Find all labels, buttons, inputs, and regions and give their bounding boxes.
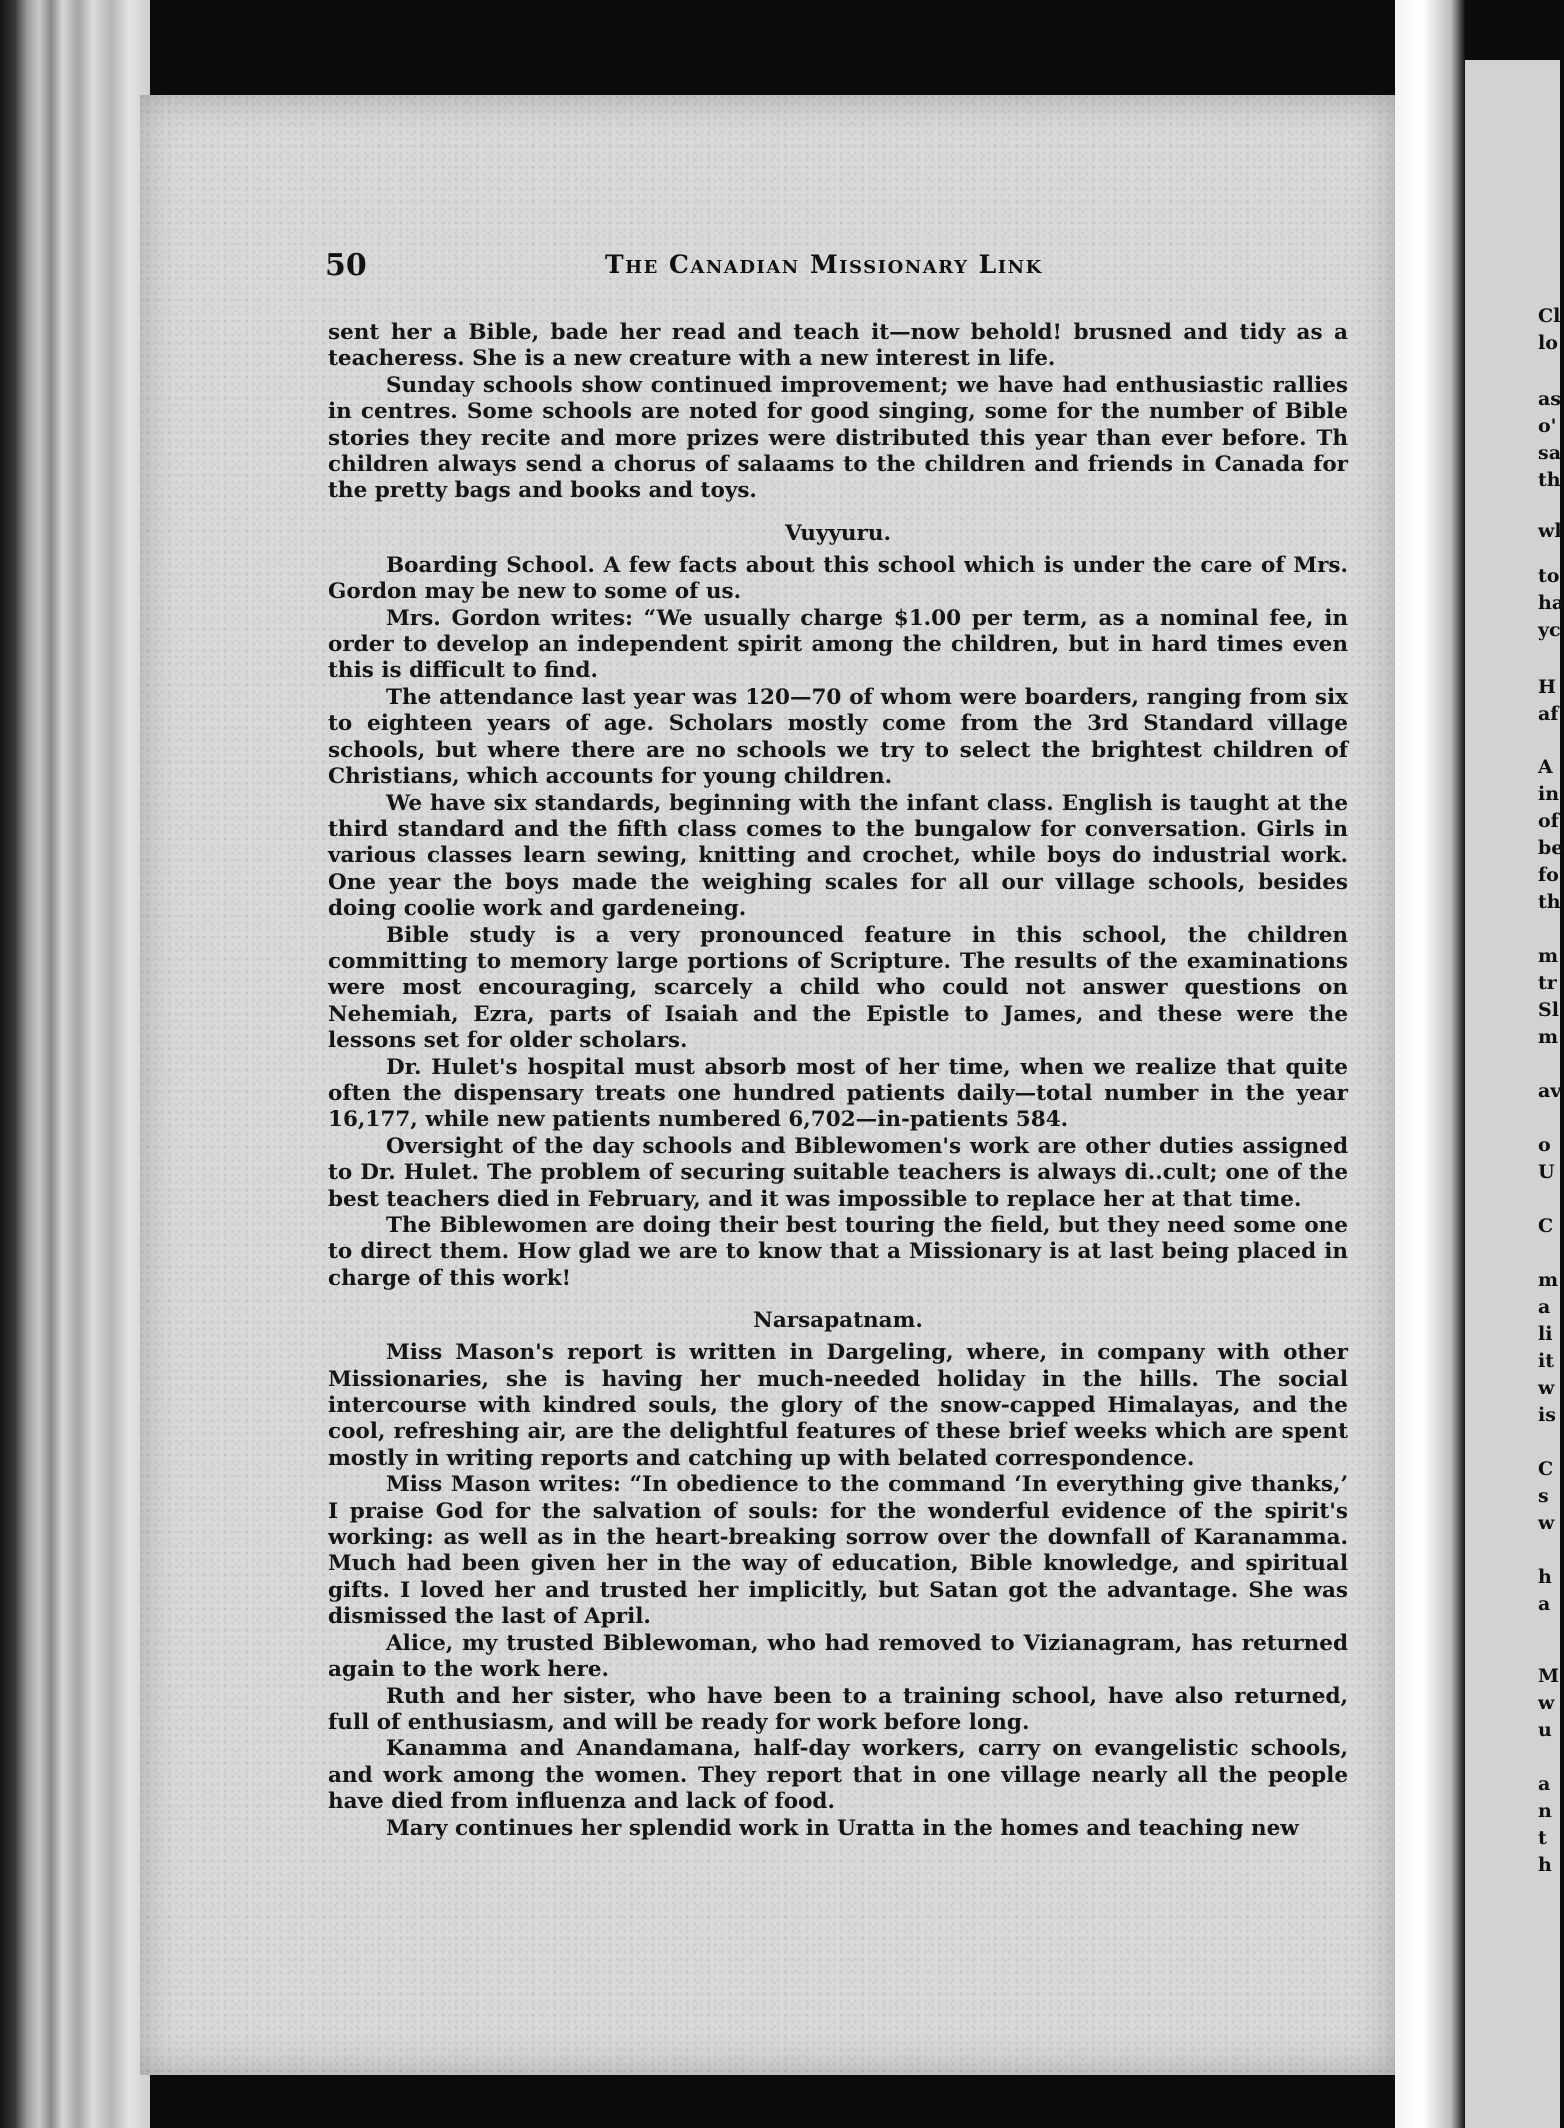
next-page-fragment: o' <box>1538 415 1557 437</box>
next-page-fragment: fo <box>1538 864 1559 886</box>
paragraph: sent her a Bible, bade her read and teach it—now behold! brusned and tidy as a teacheress. She is a new creature with a new interest in life. <box>328 320 1348 372</box>
paragraph: Ruth and her sister, who have been to a training school, have also returned, full of enthusiasm, and will be ready for work before long. <box>328 1683 1348 1735</box>
next-page-fragment: U <box>1538 1161 1555 1183</box>
next-page-fragment: tr <box>1538 972 1557 994</box>
next-page-fragment: h <box>1538 1854 1552 1876</box>
paragraph: Kanamma and Anandamana, half-day workers, carry on evangelistic schools, and work among the women. They report that in one village nearly all the people have died from influenza and lack of food. <box>328 1736 1348 1815</box>
paragraph: Miss Mason's report is written in Dargeling, where, in company with other Missionaries, she is having her much-needed holiday in the hills. The social intercourse with kindred souls, the glory of the snow-capped Himalayas, and the cool, refreshing air, are the delightful features of these brief weeks which are spent mostly in writing reports and catching up with belated correspondence. <box>328 1340 1348 1471</box>
next-page-fragment: is <box>1538 1404 1556 1426</box>
next-page-fragment: th <box>1538 891 1561 913</box>
next-page-fragment: a <box>1538 1773 1551 1795</box>
next-page-fragment: av <box>1538 1080 1562 1102</box>
paragraph: Alice, my trusted Biblewoman, who had removed to Vizianagram, has returned again to the work here. <box>328 1630 1348 1683</box>
next-page-fragment: w <box>1538 1692 1555 1714</box>
next-page-fragment: M <box>1538 1665 1560 1687</box>
paragraph: Bible study is a very pronounced feature in this school, the children committing to memory large portions of Scripture. The results of the examinations were most encouraging, scarcely a child who could not answer questions on Nehemiah, Ezra, parts of Isaiah and the Epistle to James, and these were the lessons set for older scholars. <box>328 922 1348 1054</box>
next-page-fragment: Cl <box>1538 305 1561 327</box>
next-page-fragment: ha <box>1538 592 1564 614</box>
next-page-fragment: lo <box>1538 332 1558 354</box>
book-gutter <box>1395 0 1465 2128</box>
paragraph: Boarding School. A few facts about this school which is under the care of Mrs. Gordon may be new to some of us. <box>328 552 1348 605</box>
next-page-fragment: w <box>1538 1377 1555 1399</box>
next-page-fragment: H <box>1538 676 1556 698</box>
next-page-fragment: in <box>1538 783 1560 805</box>
next-page-fragment: C <box>1538 1215 1554 1237</box>
next-page-fragment: yc <box>1538 619 1561 641</box>
next-page-fragment: th <box>1538 469 1561 491</box>
paragraph: Dr. Hulet's hospital must absorb most of her time, when we realize that quite often the dispensary treats one hundred patients daily—total number in the year 16,177, while new patients numbered 6,702—in-patients 584. <box>328 1054 1348 1133</box>
section-heading: Vuyyuru. <box>785 520 891 546</box>
next-page-fragment: o <box>1538 1134 1551 1156</box>
paragraph: Oversight of the day schools and Biblewomen's work are other duties assigned to Dr. Hulet. The problem of securing suitable teachers is always di..cult; one of the best teachers died in February, and it was impossible to replace her at that time. <box>328 1133 1348 1212</box>
next-page-fragment: Sl <box>1538 999 1559 1021</box>
next-page-fragment: of <box>1538 810 1559 832</box>
paragraph: Mary continues her splendid work in Uratta in the homes and teaching new <box>386 1815 1299 1841</box>
next-page-fragment: u <box>1538 1719 1552 1741</box>
paragraph: The Biblewomen are doing their best touring the field, but they need some one to direct them. How glad we are to know that a Missionary is at last being placed in charge of this work! <box>328 1213 1348 1291</box>
next-page-fragment: a <box>1538 1593 1551 1615</box>
next-page-fragment: as <box>1538 388 1562 410</box>
paragraph: The attendance last year was 120—70 of whom were boarders, ranging from six to eighteen years of age. Scholars mostly come from the 3rd Standard village schools, but where there are no schools we try to select the brightest children of Christians, which accounts for young children. <box>328 684 1348 790</box>
next-page-fragment: to <box>1538 565 1560 587</box>
running-title: The Canadian Missionary Link <box>605 250 1043 279</box>
book-page-edges <box>0 0 150 2128</box>
next-page-fragment: t <box>1538 1827 1547 1849</box>
next-page-fragment: A <box>1538 756 1553 778</box>
paragraph: We have six standards, beginning with the infant class. English is taught at the third standard and the fifth class comes to the bungalow for conversation. Girls in various classes learn sewing, knitting and crochet, while boys do industrial work. One year the boys made the weighing scales for all our village schools, besides doing coolie work and gardeneing. <box>328 790 1348 922</box>
next-page-fragment: m <box>1538 1026 1559 1048</box>
next-page-fragment: s <box>1538 1485 1549 1507</box>
paragraph: Mrs. Gordon writes: “We usually charge $1.00 per term, as a nominal fee, in order to develop an independent spirit among the children, but in hard times even this is difficult to find. <box>328 605 1348 684</box>
next-page-fragment: m <box>1538 945 1559 967</box>
next-page-fragment: wl <box>1538 520 1562 542</box>
next-page-fragment: it <box>1538 1350 1554 1372</box>
next-page-fragment: w <box>1538 1512 1555 1534</box>
next-page-fragment: C <box>1538 1458 1554 1480</box>
next-page-fragment: li <box>1538 1323 1553 1345</box>
paragraph: Sunday schools show continued improvement; we have had enthusiastic rallies in centres. Some schools are noted for good singing, some for the number of Bible stories they recite and more prizes were distributed this year than ever before. Th children always send a chorus of salaams to the children and friends in Canada for the pretty bags and books and toys. <box>328 372 1348 504</box>
page-header <box>325 248 1345 284</box>
next-page-fragment: n <box>1538 1800 1552 1822</box>
paragraph: Miss Mason writes: “In obedience to the command ‘In everything give thanks,’ I praise God for the salvation of souls: for the wonderful evidence of the spirit's working: as well as in the heart-breaking sorrow over the downfall of Karanamma. Much had been given her in the way of education, Bible knowledge, and spiritual gifts. I loved her and trusted her implicitly, but Satan got the advantage. She was dismissed the last of April. <box>328 1472 1348 1630</box>
next-page-fragment: h <box>1538 1566 1552 1588</box>
next-page-fragment: sa <box>1538 442 1562 464</box>
next-page-fragment: m <box>1538 1269 1559 1291</box>
page-number: 50 <box>325 248 367 283</box>
section-heading: Narsapatnam. <box>753 1308 923 1334</box>
next-page-fragment: a <box>1538 1296 1551 1318</box>
article-body <box>328 320 1348 1842</box>
next-page-fragment: be <box>1538 837 1564 859</box>
next-page-fragment: af <box>1538 703 1559 725</box>
